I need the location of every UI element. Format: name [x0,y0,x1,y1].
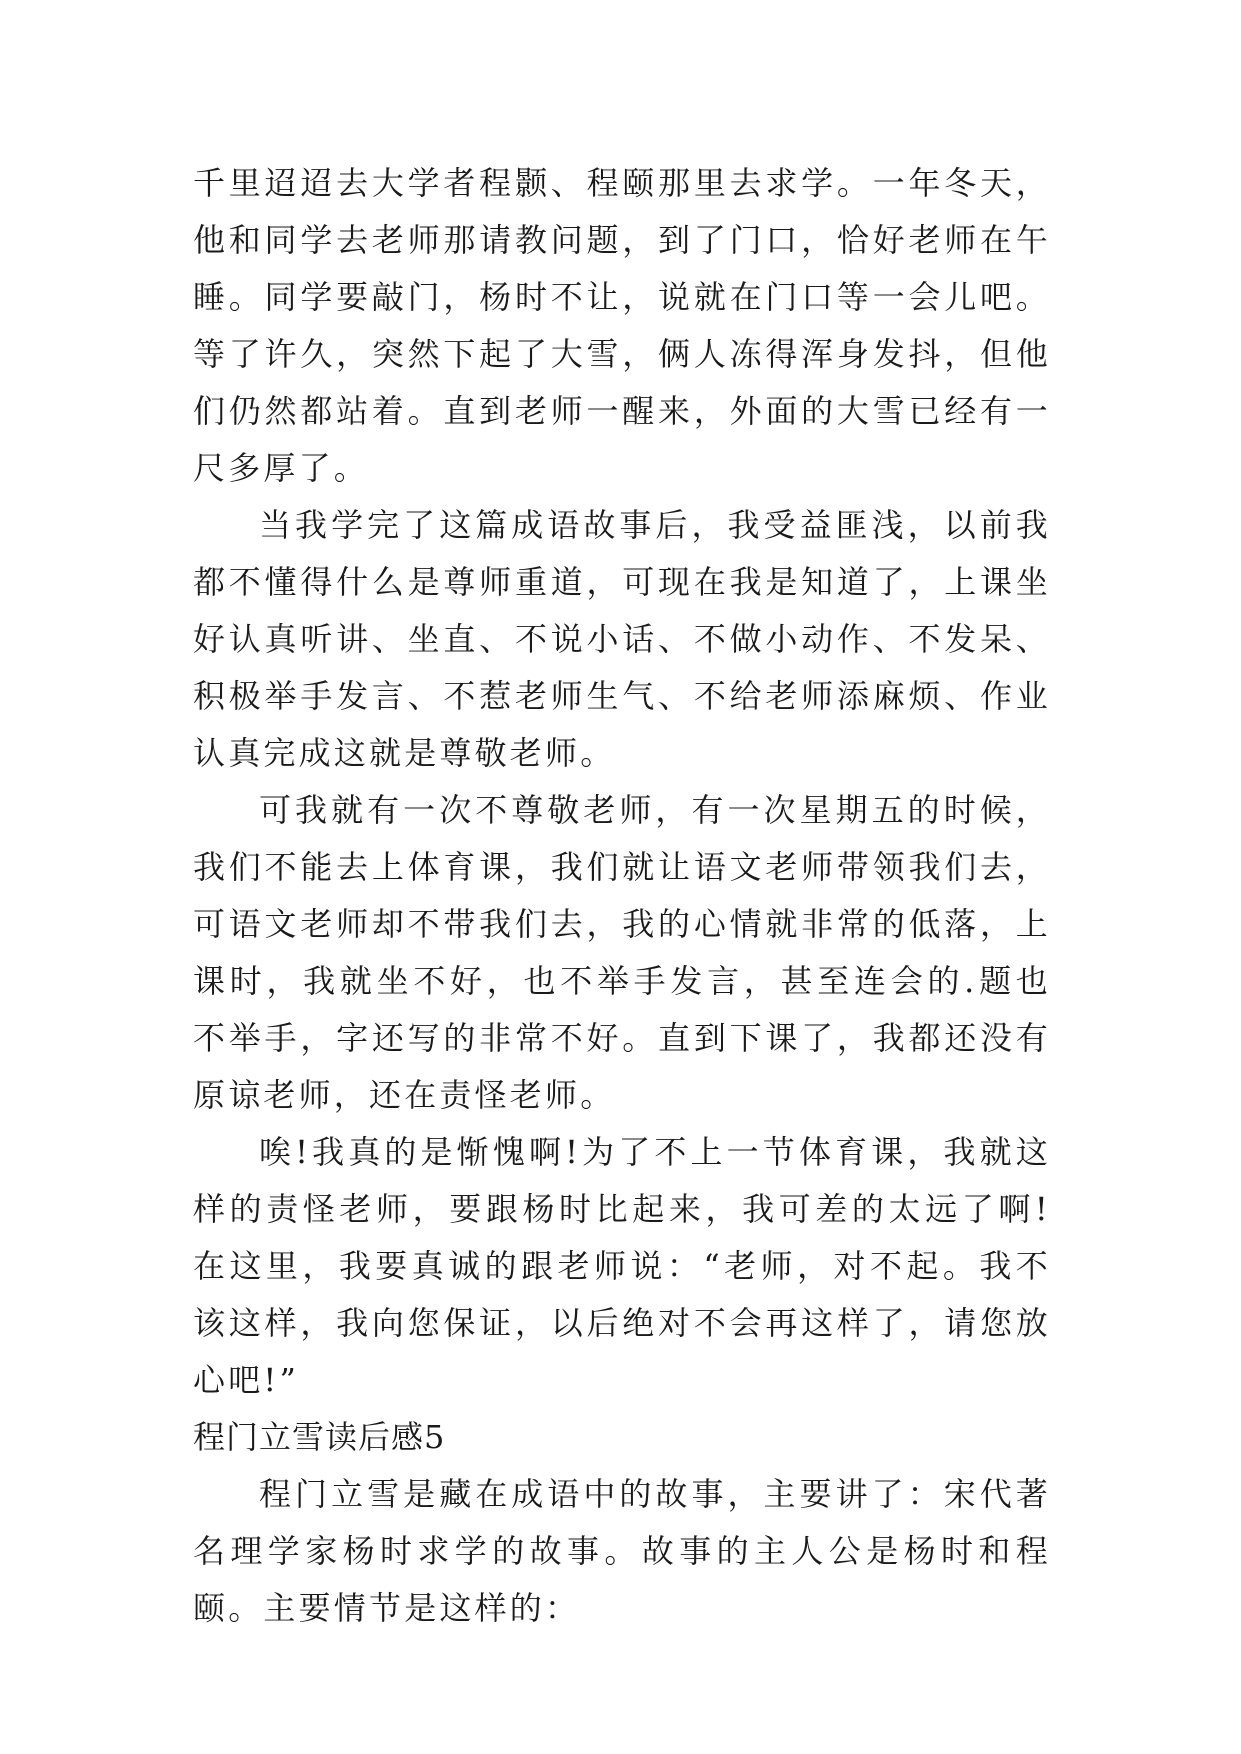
section-title: 程门立雪读后感5 [193,1418,446,1456]
paragraph-apology: 唉!我真的是惭愧啊!为了不上一节体育课，我就这样的责怪老师，要跟杨时比起来，我可差的太远了啊!在这里，我要真诚的跟老师说：“老师，对不起。我不该这样，我向您保证，以后绝对不会再这样了，请您放心吧!” [193,1133,1051,1399]
paragraph-section-intro: 程门立雪是藏在成语中的故事，主要讲了：宋代著名理学家杨时求学的故事。故事的主人公是杨时和程颐。主要情节是这样的： [193,1475,1051,1627]
paragraph-continuation: 千里迢迢去大学者程颢、程颐那里去求学。一年冬天，他和同学去老师那请教问题，到了门口，恰好老师在午睡。同学要敲门，杨时不让，说就在门口等一会儿吧。等了许久，突然下起了大雪，俩人冻得浑身发抖，但他们仍然都站着。直到老师一醒来，外面的大雪已经有一尺多厚了。 [193,164,1051,487]
document-body [193,155,1051,1637]
paragraph-story: 可我就有一次不尊敬老师，有一次星期五的时候，我们不能去上体育课，我们就让语文老师带领我们去，可语文老师却不带我们去，我的心情就非常的低落，上课时，我就坐不好，也不举手发言，甚至连会的.题也不举手，字还写的非常不好。直到下课了，我都还没有原谅老师，还在责怪老师。 [193,791,1051,1114]
paragraph-reflection: 当我学完了这篇成语故事后，我受益匪浅，以前我都不懂得什么是尊师重道，可现在我是知道了，上课坐好认真听讲、坐直、不说小话、不做小动作、不发呆、积极举手发言、不惹老师生气、不给老师添麻烦、作业认真完成这就是尊敬老师。 [193,506,1051,772]
